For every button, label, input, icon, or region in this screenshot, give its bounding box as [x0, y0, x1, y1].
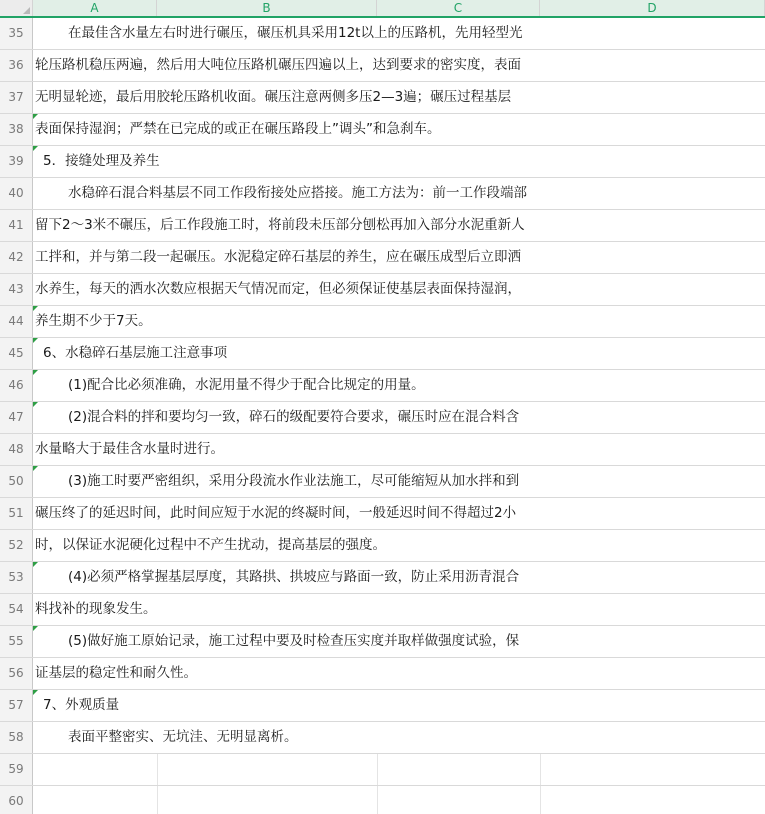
select-all-button[interactable] [0, 0, 33, 16]
cell-text[interactable]: 碾压终了的延迟时间，此时间应短于水泥的终凝时间，一般延迟时间不得超过2小 [35, 505, 517, 521]
cell-text[interactable]: 时，以保证水泥硬化过程中不产生扰动，提高基层的强度。 [35, 537, 386, 553]
cell-text[interactable]: 水量略大于最佳含水量时进行。 [35, 441, 224, 457]
cell-text[interactable]: 在最佳含水量左右时进行碾压，碾压机具采用12t以上的压路机，先用轻型光 [68, 25, 523, 41]
cell-text[interactable]: (1)配合比必须准确，水泥用量不得少于配合比规定的用量。 [68, 377, 425, 393]
column-header-a[interactable]: A [33, 0, 157, 16]
table-row [0, 18, 765, 50]
table-row [0, 530, 765, 562]
text-format-indicator-icon [33, 402, 38, 407]
table-row [0, 178, 765, 210]
row-number[interactable]: 39 [0, 146, 33, 177]
cell-text[interactable]: 表面保持湿润；严禁在已完成的或正在碾压路段上”调头”和急刹车。 [35, 121, 441, 137]
row-number[interactable]: 41 [0, 210, 33, 241]
cell-text[interactable]: 表面平整密实、无坑洼、无明显离析。 [68, 729, 298, 745]
cell-text[interactable]: (2)混合料的拌和要均匀一致，碎石的级配要符合要求，碾压时应在混合料含 [68, 409, 520, 425]
table-row [0, 274, 765, 306]
row-container [0, 18, 765, 814]
table-row [0, 146, 765, 178]
table-row [0, 82, 765, 114]
row-number[interactable]: 59 [0, 754, 33, 785]
table-row [0, 242, 765, 274]
table-row [0, 722, 765, 754]
row-number[interactable]: 55 [0, 626, 33, 657]
text-format-indicator-icon [33, 114, 38, 119]
table-row [0, 50, 765, 82]
cell-text[interactable]: 养生期不少于7天。 [35, 313, 152, 329]
row-number[interactable]: 43 [0, 274, 33, 305]
table-row [0, 306, 765, 338]
text-format-indicator-icon [33, 338, 38, 343]
row-number[interactable]: 48 [0, 434, 33, 465]
text-format-indicator-icon [33, 690, 38, 695]
row-number[interactable]: 58 [0, 722, 33, 753]
row-number[interactable]: 53 [0, 562, 33, 593]
row-number[interactable]: 40 [0, 178, 33, 209]
cell-text[interactable]: 留下2～3米不碾压，后工作段施工时，将前段未压部分刨松再加入部分水泥重新人 [35, 217, 525, 233]
row-number[interactable]: 51 [0, 498, 33, 529]
row-number[interactable]: 44 [0, 306, 33, 337]
table-row [0, 626, 765, 658]
text-format-indicator-icon [33, 370, 38, 375]
table-row [0, 658, 765, 690]
cell-text[interactable]: 料找补的现象发生。 [35, 601, 157, 617]
column-header-d[interactable]: D [540, 0, 765, 16]
row-number[interactable]: 50 [0, 466, 33, 497]
row-number[interactable]: 36 [0, 50, 33, 81]
text-format-indicator-icon [33, 626, 38, 631]
row-number[interactable]: 46 [0, 370, 33, 401]
cell-text[interactable]: 工拌和，并与第二段一起碾压。水泥稳定碎石基层的养生，应在碾压成型后立即洒 [35, 249, 521, 265]
cell-text[interactable]: 7、外观质量 [43, 697, 120, 713]
cell-text[interactable]: (4)必须严格掌握基层厚度，其路拱、拱坡应与路面一致，防止采用沥青混合 [68, 569, 520, 585]
row-number[interactable]: 54 [0, 594, 33, 625]
row-number[interactable]: 56 [0, 658, 33, 689]
table-row [0, 402, 765, 434]
table-row [0, 594, 765, 626]
cell-text[interactable] [33, 786, 765, 814]
row-number[interactable]: 52 [0, 530, 33, 561]
cell-text[interactable]: 证基层的稳定性和耐久性。 [35, 665, 197, 681]
column-header-bar [0, 0, 765, 18]
table-row [0, 562, 765, 594]
row-number[interactable]: 42 [0, 242, 33, 273]
column-header-b[interactable]: B [157, 0, 377, 16]
column-header-c[interactable]: C [377, 0, 540, 16]
table-row [0, 210, 765, 242]
table-row [0, 786, 765, 814]
row-number[interactable]: 35 [0, 18, 33, 49]
table-row [0, 370, 765, 402]
row-number[interactable]: 38 [0, 114, 33, 145]
cell-text[interactable]: (5)做好施工原始记录，施工过程中要及时检查压实度并取样做强度试验，保 [68, 633, 520, 649]
cell-text[interactable]: 5．接缝处理及养生 [43, 153, 160, 169]
table-row [0, 466, 765, 498]
cell-text[interactable]: 水稳碎石混合料基层不同工作段衔接处应搭接。施工方法为：前一工作段端部 [68, 185, 527, 201]
text-format-indicator-icon [33, 146, 38, 151]
table-row [0, 754, 765, 786]
table-row [0, 498, 765, 530]
row-number[interactable]: 57 [0, 690, 33, 721]
table-row [0, 434, 765, 466]
row-number[interactable]: 45 [0, 338, 33, 369]
text-format-indicator-icon [33, 306, 38, 311]
table-row [0, 114, 765, 146]
table-row [0, 690, 765, 722]
table-row [0, 338, 765, 370]
cell-text[interactable]: 6、水稳碎石基层施工注意事项 [43, 345, 228, 361]
row-number[interactable]: 60 [0, 786, 33, 814]
text-format-indicator-icon [33, 562, 38, 567]
cell-text[interactable]: (3)施工时要严密组织，采用分段流水作业法施工，尽可能缩短从加水拌和到 [68, 473, 520, 489]
cell-text[interactable]: 水养生，每天的洒水次数应根据天气情况而定，但必须保证使基层表面保持湿润， [35, 281, 521, 297]
cell-text[interactable]: 无明显轮迹，最后用胶轮压路机收面。碾压注意两侧多压2—3遍；碾压过程基层 [35, 89, 512, 105]
text-format-indicator-icon [33, 466, 38, 471]
select-all-triangle-icon [23, 7, 30, 14]
cell-text[interactable] [33, 754, 765, 785]
cell-text[interactable]: 轮压路机稳压两遍，然后用大吨位压路机碾压四遍以上，达到要求的密实度，表面 [35, 57, 521, 73]
row-number[interactable]: 37 [0, 82, 33, 113]
row-number[interactable]: 47 [0, 402, 33, 433]
